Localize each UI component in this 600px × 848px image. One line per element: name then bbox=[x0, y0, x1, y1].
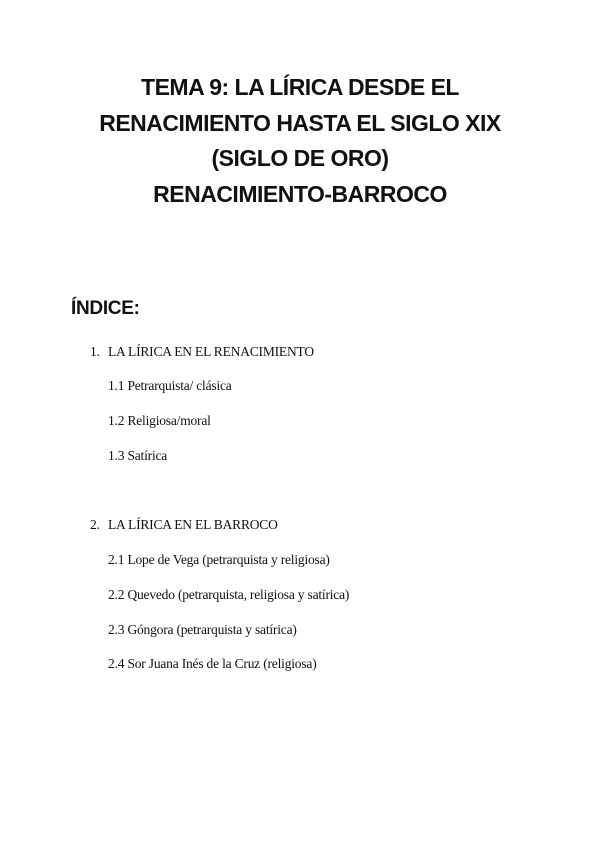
section-label: LA LÍRICA EN EL BARROCO bbox=[108, 517, 278, 532]
subsection-item: 2.2 Quevedo (petrarquista, religiosa y satírica) bbox=[108, 587, 350, 602]
title-line-2: RENACIMIENTO HASTA EL SIGLO XIX bbox=[99, 109, 501, 136]
document-title bbox=[40, 70, 560, 212]
subsection-item: 2.4 Sor Juana Inés de la Cruz (religiosa) bbox=[108, 656, 317, 671]
subsection-item: 1.3 Satírica bbox=[108, 448, 168, 463]
section-1-heading bbox=[90, 344, 314, 360]
section-number: 1. bbox=[90, 344, 100, 359]
title-line-1: TEMA 9: LA LÍRICA DESDE EL bbox=[141, 74, 459, 100]
section-label: LA LÍRICA EN EL RENACIMIENTO bbox=[108, 344, 314, 359]
subsection-item: 2.3 Góngora (petrarquista y satírica) bbox=[108, 622, 297, 637]
title-line-3: (SIGLO DE ORO) bbox=[211, 145, 389, 171]
title-line-4: RENACIMIENTO-BARROCO bbox=[153, 180, 447, 207]
index-heading: ÍNDICE: bbox=[71, 298, 140, 319]
subsection-item: 2.1 Lope de Vega (petrarquista y religiosa) bbox=[108, 552, 330, 567]
section-2-heading bbox=[90, 517, 278, 533]
section-number: 2. bbox=[90, 517, 100, 532]
subsection-item: 1.1 Petrarquista/ clásica bbox=[108, 378, 232, 393]
subsection-item: 1.2 Religiosa/moral bbox=[108, 413, 211, 428]
